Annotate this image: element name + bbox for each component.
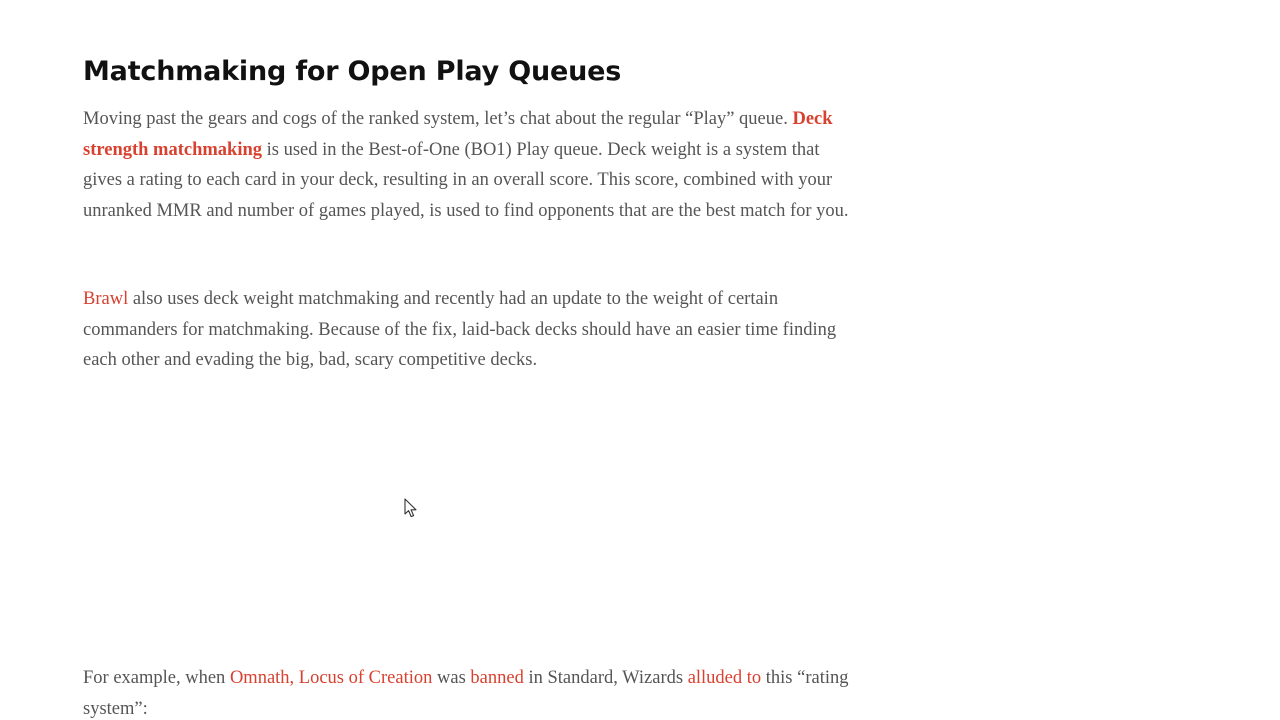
mouse-pointer-icon: [404, 498, 418, 518]
paragraph-text: is used in the Best-of-One (BO1) Play queue. Deck weight is a system that gives a rating to each card in your deck, resulting in an overall score. This score, combined with your unranked MMR and number of games played, is used to find opponents that are the best match for you.: [83, 139, 849, 221]
paragraph-deck-strength: [83, 104, 853, 226]
link-omnath-locus-of-creation[interactable]: Omnath, Locus of Creation: [229, 668, 433, 688]
paragraph-text: For example, when: [83, 668, 230, 688]
paragraph-brawl: [83, 284, 853, 376]
section-heading: Matchmaking for Open Play Queues: [83, 56, 622, 87]
paragraph-text: in Standard, Wizards: [523, 668, 688, 688]
link-deck-strength-matchmaking[interactable]: Deck strength matchmaking: [83, 109, 833, 160]
paragraph-text: this “rating system”:: [83, 668, 849, 719]
link-alluded-to[interactable]: alluded to: [687, 668, 762, 688]
link-banned[interactable]: banned: [470, 668, 524, 688]
paragraph-text: Moving past the gears and cogs of the ranked system, let’s chat about the regular “Play” queue.: [83, 109, 793, 129]
paragraph-text: also uses deck weight matchmaking and recently had an update to the weight of certain commanders for matchmaking. Because of the fix, laid-back decks should have an easier time finding each other and evading the big, bad, scary competitive decks.: [83, 289, 837, 370]
paragraph-text: was: [432, 668, 471, 688]
paragraph-example: [83, 663, 853, 720]
link-brawl[interactable]: Brawl: [83, 289, 129, 309]
